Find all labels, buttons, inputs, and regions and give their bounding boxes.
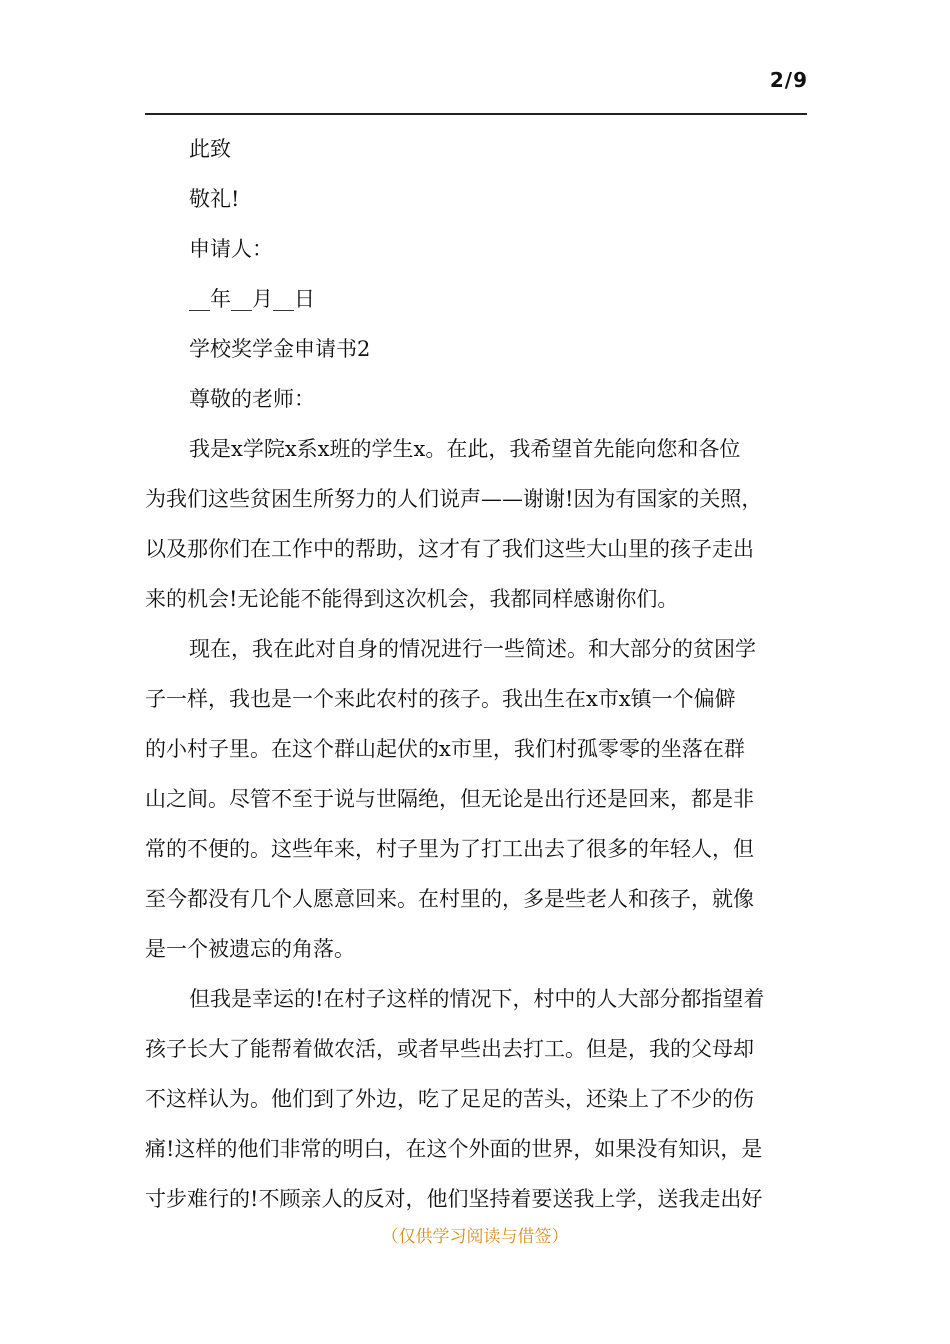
text-line: 申请人： (189, 237, 273, 261)
text-line: 敬礼! (189, 187, 240, 211)
text-line: 此致 (189, 137, 231, 161)
page-number: 2/9 (769, 68, 808, 92)
text-line: 的小村子里。在这个群山起伏的x市里，我们村孤零零的坐落在群 (145, 737, 745, 761)
header-divider (145, 113, 807, 115)
text-line: __年__月__日 (189, 287, 315, 311)
text-line: 不这样认为。他们到了外边，吃了足足的苦头，还染上了不少的伤 (145, 1087, 754, 1111)
text-line: 至今都没有几个人愿意回来。在村里的，多是些老人和孩子，就像 (145, 887, 754, 911)
text-line: 为我们这些贫困生所努力的人们说声——谢谢!因为有国家的关照， (145, 487, 763, 511)
text-line: 常的不便的。这些年来，村子里为了打工出去了很多的年轻人，但 (145, 837, 754, 861)
text-line: 尊敬的老师： (189, 387, 315, 411)
text-line: 以及那你们在工作中的帮助，这才有了我们这些大山里的孩子走出 (145, 537, 754, 561)
footer-note: （仅供学习阅读与借签） (381, 1227, 569, 1247)
text-line: 来的机会!无论能不能得到这次机会，我都同样感谢你们。 (145, 587, 679, 611)
text-line: 山之间。尽管不至于说与世隔绝，但无论是出行还是回来，都是非 (145, 787, 754, 811)
text-line: 痛!这样的他们非常的明白，在这个外面的世界，如果没有知识，是 (145, 1137, 763, 1161)
text-line: 现在，我在此对自身的情况进行一些简述。和大部分的贫困学 (189, 637, 756, 661)
text-line: 子一样，我也是一个来此农村的孩子。我出生在x市x镇一个偏僻 (145, 687, 736, 711)
text-line: 孩子长大了能帮着做农活，或者早些出去打工。但是，我的父母却 (145, 1037, 754, 1061)
text-line: 我是x学院x系x班的学生x。在此，我希望首先能向您和各位 (189, 437, 741, 461)
text-line: 是一个被遗忘的角落。 (145, 937, 355, 961)
text-line: 寸步难行的!不顾亲人的反对，他们坚持着要送我上学，送我走出好 (145, 1187, 763, 1211)
text-line: 但我是幸运的!在村子这样的情况下，村中的人大部分都指望着 (189, 987, 765, 1011)
document-body (145, 124, 807, 1224)
text-line: 学校奖学金申请书2 (189, 337, 371, 361)
